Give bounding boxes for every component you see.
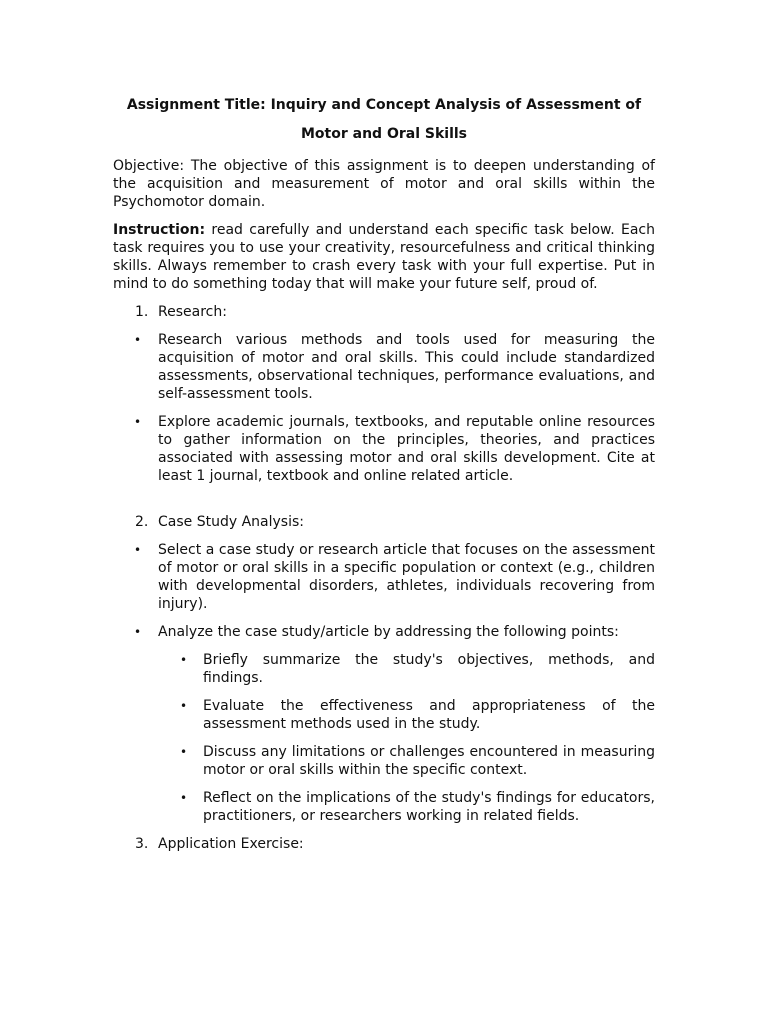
task-list [113,303,655,321]
bullet-icon: • [180,699,188,713]
instruction-text: read carefully and understand each specific task below. Each task requires you to use your creativity, resourcefulness and critical thinking skills. Always remember to crash every task with your full expertise. Put in mind to do something today that will make your future self, proud of. [113,222,655,292]
list-item [113,743,655,779]
bullet-icon: • [134,543,142,557]
bullet-text: Briefly summarize the study's objectives, methods, and findings. [203,652,655,686]
task-list [113,513,655,531]
spacer [113,495,655,513]
bullet-text: Select a case study or research article that focuses on the assessment of motor or oral skills in a specific population or context (e.g., children with developmental disorders, athletes, individuals recovering from injury). [158,542,655,612]
task-item-research [113,303,655,321]
bullet-icon: • [180,745,188,759]
list-item [113,413,655,485]
list-item [113,789,655,825]
bullet-text: Discuss any limitations or challenges encountered in measuring motor or oral skills within the specific context. [203,744,655,778]
task-title: Case Study Analysis: [158,514,304,530]
list-item [113,623,655,641]
bullet-text: Analyze the case study/article by addressing the following points: [158,624,619,640]
assignment-title [113,91,655,149]
bullet-icon: • [180,791,188,805]
bullet-icon: • [180,653,188,667]
bullet-text: Evaluate the effectiveness and appropriateness of the assessment methods used in the study. [203,698,655,732]
task-title: Application Exercise: [158,836,304,852]
task-item-application [113,835,655,853]
task-title: Research: [158,304,227,320]
bullet-icon: • [134,625,142,639]
bullet-icon: • [134,333,142,347]
list-item [113,697,655,733]
list-item [113,541,655,613]
task-number: 2. [135,514,149,530]
analysis-points [113,651,655,825]
bullet-text: Explore academic journals, textbooks, and reputable online resources to gather information on the principles, theories, and practices associated with assessing motor and oral skills development. Cite at least 1 journal, textbook and online related article. [158,414,655,484]
task-item-case-study [113,513,655,531]
objective-paragraph: Objective: The objective of this assignment is to deepen understanding of the acquisition and measurement of motor and oral skills within the Psychomotor domain. [113,158,655,210]
list-item [113,651,655,687]
task-number: 1. [135,304,149,320]
document-page [113,91,655,863]
bullet-text: Reflect on the implications of the study's findings for educators, practitioners, or researchers working in related fields. [203,790,655,824]
title-line-2: Motor and Oral Skills [301,126,467,142]
instruction-paragraph [113,221,655,293]
bullet-text: Research various methods and tools used for measuring the acquisition of motor and oral skills. This could include standardized assessments, observational techniques, performance evaluations, and self-assessment tools. [158,332,655,402]
title-line-1: Assignment Title: Inquiry and Concept Analysis of Assessment of [126,97,642,113]
research-bullets [113,331,655,485]
bullet-icon: • [134,415,142,429]
instruction-label: Instruction: [113,222,206,238]
case-study-bullets [113,541,655,641]
task-list [113,835,655,853]
list-item [113,331,655,403]
task-number: 3. [135,836,149,852]
